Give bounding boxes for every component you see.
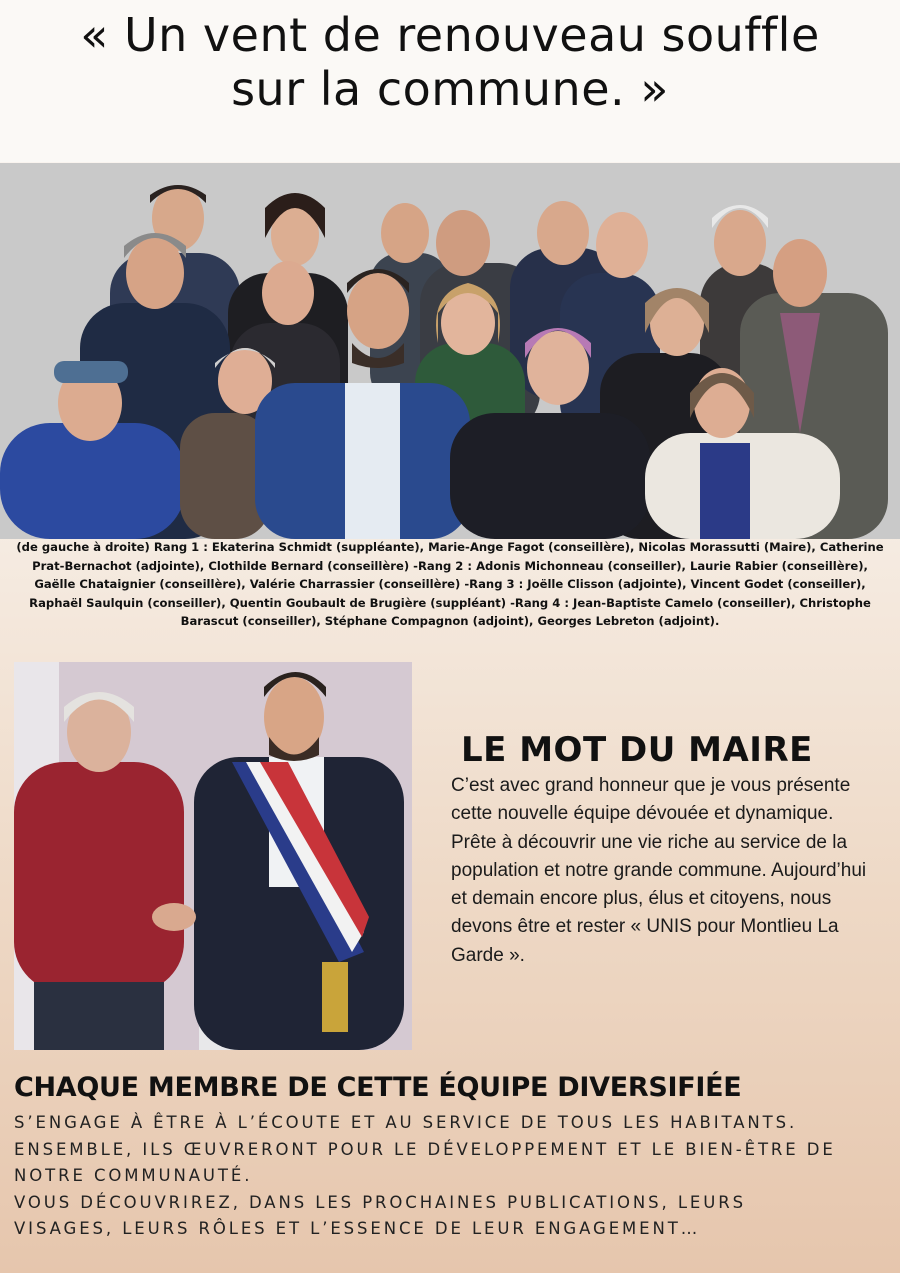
- title-line-1: « Un vent de renouveau souffle: [80, 8, 820, 62]
- page-title: [0, 8, 900, 116]
- group-photo-illustration: [0, 163, 900, 539]
- group-photo: [0, 163, 900, 539]
- equipe-line-2: ENSEMBLE, ILS ŒUVRERONT POUR LE DÉVELOPPEMENT ET LE BIEN-ÊTRE DE: [14, 1139, 836, 1159]
- mayor-handshake-photo: [14, 662, 412, 1050]
- mayor-handshake-illustration: [14, 662, 412, 1050]
- equipe-line-3: NOTRE COMMUNAUTÉ.: [14, 1166, 253, 1186]
- equipe-text: [14, 1110, 888, 1243]
- equipe-line-1: S’ENGAGE À ÊTRE À L’ÉCOUTE ET AU SERVICE DE TOUS LES HABITANTS.: [14, 1113, 798, 1132]
- title-line-2: sur la commune. »: [231, 62, 669, 116]
- equipe-line-4: VOUS DÉCOUVRIREZ, DANS LES PROCHAINES PUBLICATIONS, LEURS: [14, 1192, 746, 1212]
- equipe-title: CHAQUE MEMBRE DE CETTE ÉQUIPE DIVERSIFIÉE: [14, 1072, 742, 1103]
- group-photo-caption: (de gauche à droite) Rang 1 : Ekaterina Schmidt (suppléante), Marie-Ange Fagot (conseillère), Nicolas Morassutti (Maire), Catherine Prat-Bernachot (adjointe), Clothilde Bernard (conseillère) -Rang 2 : Adonis Michonneau (conseiller), Laurie Rabier (conseillère), Gaëlle Chataignier (conseillère), Valérie Charrassier (conseillère) -Rang 3 : Joëlle Clisson (adjointe), Vincent Godet (conseiller), Raphaël Saulquin (conseiller), Quentin Goubault de Brugière (suppléant) -Rang 4 : Jean-Baptiste Camelo (conseiller), Christophe Barascut (conseiller), Stéphane Compagnon (adjoint), Georges Lebreton (adjoint).: [16, 540, 884, 628]
- equipe-line-5: VISAGES, LEURS RÔLES ET L’ESSENCE DE LEUR ENGAGEMENT…: [14, 1219, 701, 1239]
- mot-du-maire-title: LE MOT DU MAIRE: [461, 730, 813, 770]
- mot-du-maire-text: C’est avec grand honneur que je vous présente cette nouvelle équipe dévouée et dynamique. Prête à découvrir une vie riche au service de la population et notre grande commune. Aujourd’hui et demain encore plus, élus et citoyens, nous devons être et rester « UNIS pour Montlieu La Garde ».: [451, 775, 867, 966]
